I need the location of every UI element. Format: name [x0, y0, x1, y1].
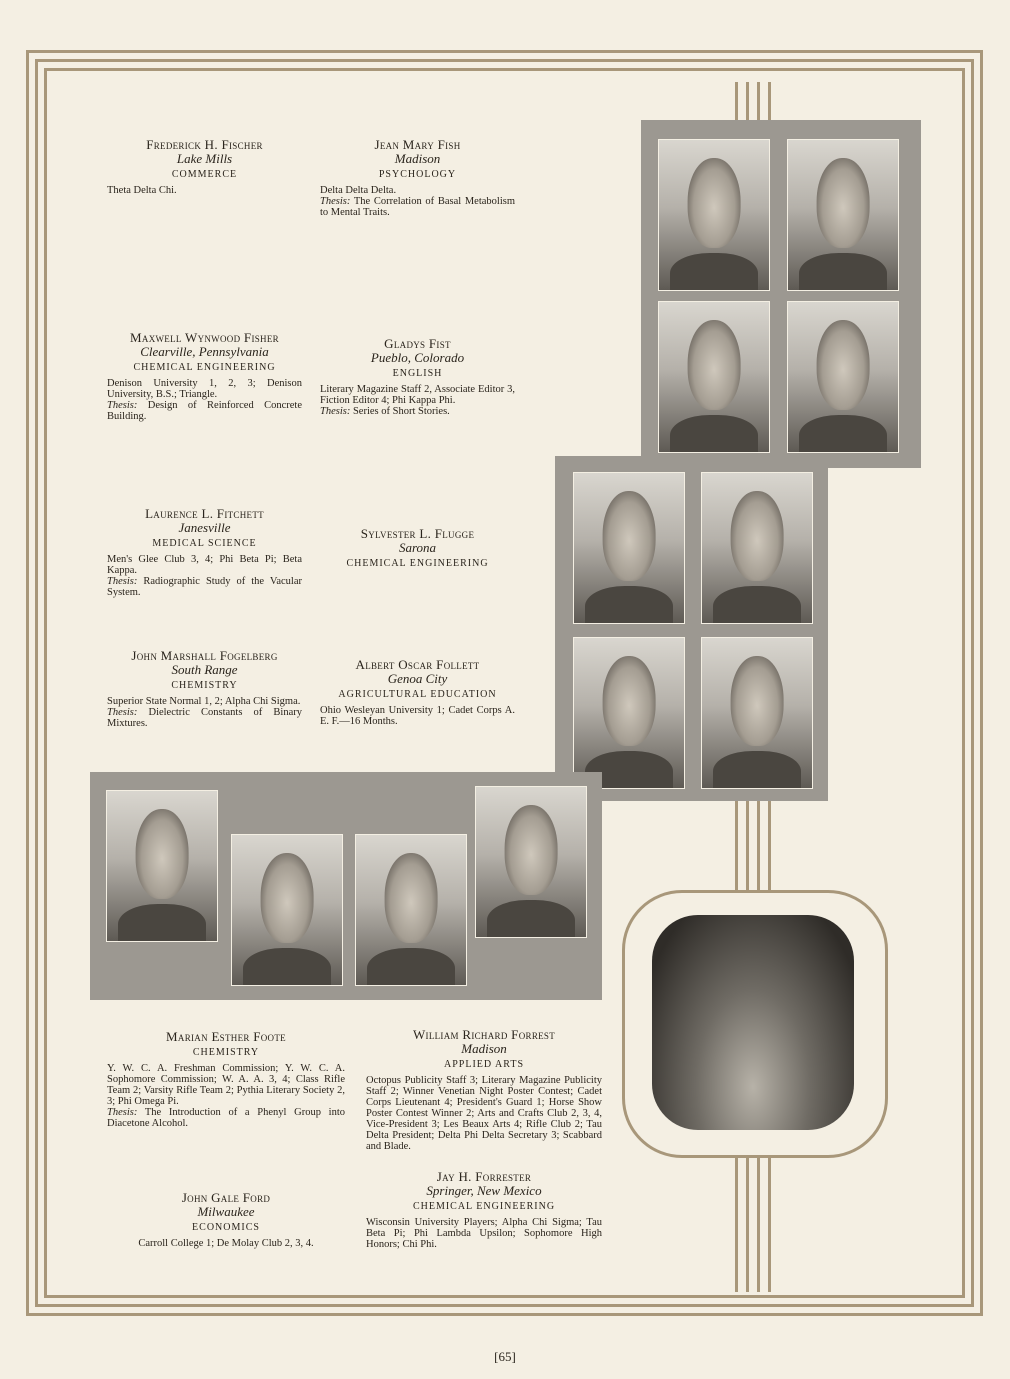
department: APPLIED ARTS	[443, 1059, 525, 1070]
activities: Theta Delta Chi.	[107, 185, 177, 196]
department: CHEMICAL ENGINEERING	[412, 1201, 556, 1212]
entry-flugge	[320, 527, 515, 574]
department: CHEMICAL ENGINEERING	[133, 362, 276, 373]
thesis-label: Thesis:	[107, 1107, 138, 1118]
entry-fischer	[107, 138, 302, 196]
activities: Wisconsin University Players; Alpha Chi Sigma; Tau Beta Pi; Phi Lambda Upsilon; Sophomore High Honors; Chi Phi.	[366, 1217, 602, 1250]
entry-fish	[320, 138, 515, 218]
hometown: Madison	[461, 1041, 507, 1056]
thesis-title: Radiographic Study of the Vacular System.	[107, 576, 302, 598]
thesis-title: The Introduction of a Phenyl Group into Diacetone Alcohol.	[107, 1107, 346, 1129]
activities: Delta Delta Delta.	[320, 185, 397, 196]
entry-fitchett	[107, 507, 302, 598]
hometown: Genoa City	[387, 671, 448, 686]
entry-fist	[320, 337, 515, 417]
entry-foote	[107, 1030, 345, 1129]
hometown: Janesville	[178, 520, 231, 535]
activities: Men's Glee Club 3, 4; Phi Beta Pi; Beta Kappa.	[107, 554, 302, 576]
hometown: Springer, New Mexico	[426, 1183, 542, 1198]
student-name: Jean Mary Fish	[374, 137, 461, 152]
department: CHEMISTRY	[192, 1047, 260, 1058]
thesis-label: Thesis:	[107, 576, 138, 587]
page-number: [65]	[494, 1349, 516, 1364]
activities: Carroll College 1; De Molay Club 2, 3, 4.	[138, 1238, 314, 1249]
department: COMMERCE	[171, 169, 238, 180]
hometown: Clearville, Pennsylvania	[140, 344, 269, 359]
student-name: William Richard Forrest	[412, 1027, 556, 1042]
department: CHEMICAL ENGINEERING	[346, 558, 489, 569]
student-name: Frederick H. Fischer	[146, 137, 263, 152]
hometown: South Range	[171, 662, 238, 677]
student-name: Albert Oscar Follett	[355, 657, 480, 672]
department: ECONOMICS	[192, 1222, 260, 1233]
activities: Octopus Publicity Staff 3; Literary Magazine Publicity Staff 2; Winner Venetian Night Poster Contest; Cadet Corps Lieutenant 4; President's Guard 1; Horse Show Poster Contest Winner 2; Arts and Crafts Club 2, 3, 4, Vice-President 3; Les Beaux Arts 4; Rifle Club 2; Tau Delta President; Delta Phi Delta Secretary 3; Scabbard and Blade.	[366, 1075, 602, 1152]
thesis-label: Thesis:	[320, 196, 351, 207]
student-name: Laurence L. Fitchett	[145, 506, 264, 521]
activities: Literary Magazine Staff 2, Associate Editor 3, Fiction Editor 4; Phi Kappa Phi.	[320, 384, 515, 406]
entry-fisher	[107, 331, 302, 422]
portrait-fisher	[658, 301, 770, 453]
portrait-fish	[787, 139, 899, 291]
department: MEDICAL SCIENCE	[152, 538, 257, 549]
thesis-title: Dielectric Constants of Binary Mixtures.	[107, 707, 303, 729]
entry-fogelberg	[107, 649, 302, 729]
hometown: Lake Mills	[176, 151, 233, 166]
thesis-label: Thesis:	[107, 707, 138, 718]
department: AGRICULTURAL EDUCATION	[338, 689, 497, 700]
student-name: Jay H. Forrester	[436, 1169, 532, 1184]
student-name: Sylvester L. Flugge	[360, 526, 475, 541]
portrait-forrester	[475, 786, 587, 938]
activities: Ohio Wesleyan University 1; Cadet Corps A. E. F.—16 Months.	[320, 705, 515, 727]
portrait-flugge	[701, 472, 813, 624]
thesis-title: Series of Short Stories.	[352, 406, 450, 417]
entry-follett	[320, 658, 515, 727]
park-landscape-image	[652, 915, 854, 1130]
hometown: Sarona	[398, 540, 437, 555]
student-name: John Gale Ford	[181, 1190, 271, 1205]
entry-forrester	[366, 1170, 602, 1250]
department: CHEMISTRY	[171, 680, 238, 691]
entry-forrest	[366, 1028, 602, 1152]
hometown: Milwaukee	[197, 1204, 255, 1219]
department: ENGLISH	[392, 368, 443, 379]
thesis-label: Thesis:	[320, 406, 351, 417]
portrait-forrest	[355, 834, 467, 986]
activities: Superior State Normal 1, 2; Alpha Chi Sigma.	[107, 696, 301, 707]
thesis-title: The Correlation of Basal Metabolism to Mental Traits.	[320, 196, 516, 218]
student-name: Gladys Fist	[384, 336, 451, 351]
entry-ford	[107, 1191, 345, 1249]
portrait-foote	[106, 790, 218, 942]
thesis-title: Design of Reinforced Concrete Building.	[107, 400, 302, 422]
student-name: Marian Esther Foote	[166, 1029, 286, 1044]
portrait-fischer	[658, 139, 770, 291]
activities: Y. W. C. A. Freshman Commission; Y. W. C. A. Sophomore Commission; W. A. A. 3, 4; Class Rifle Team 2; Varsity Rifle Team 2; Pythia Literary Society 2, 3; Phi Omega Pi.	[107, 1063, 345, 1107]
activities: Denison University 1, 2, 3; Denison University, B.S.; Triangle.	[107, 378, 302, 400]
department: PSYCHOLOGY	[378, 169, 457, 180]
portrait-follett	[701, 637, 813, 789]
portrait-fist	[787, 301, 899, 453]
portrait-fogelberg	[573, 637, 685, 789]
thesis-label: Thesis:	[107, 400, 138, 411]
hometown: Madison	[394, 151, 441, 166]
hometown: Pueblo, Colorado	[370, 350, 465, 365]
portrait-ford	[231, 834, 343, 986]
student-name: Maxwell Wynwood Fisher	[130, 330, 279, 345]
student-name: John Marshall Fogelberg	[131, 648, 278, 663]
portrait-fitchett	[573, 472, 685, 624]
